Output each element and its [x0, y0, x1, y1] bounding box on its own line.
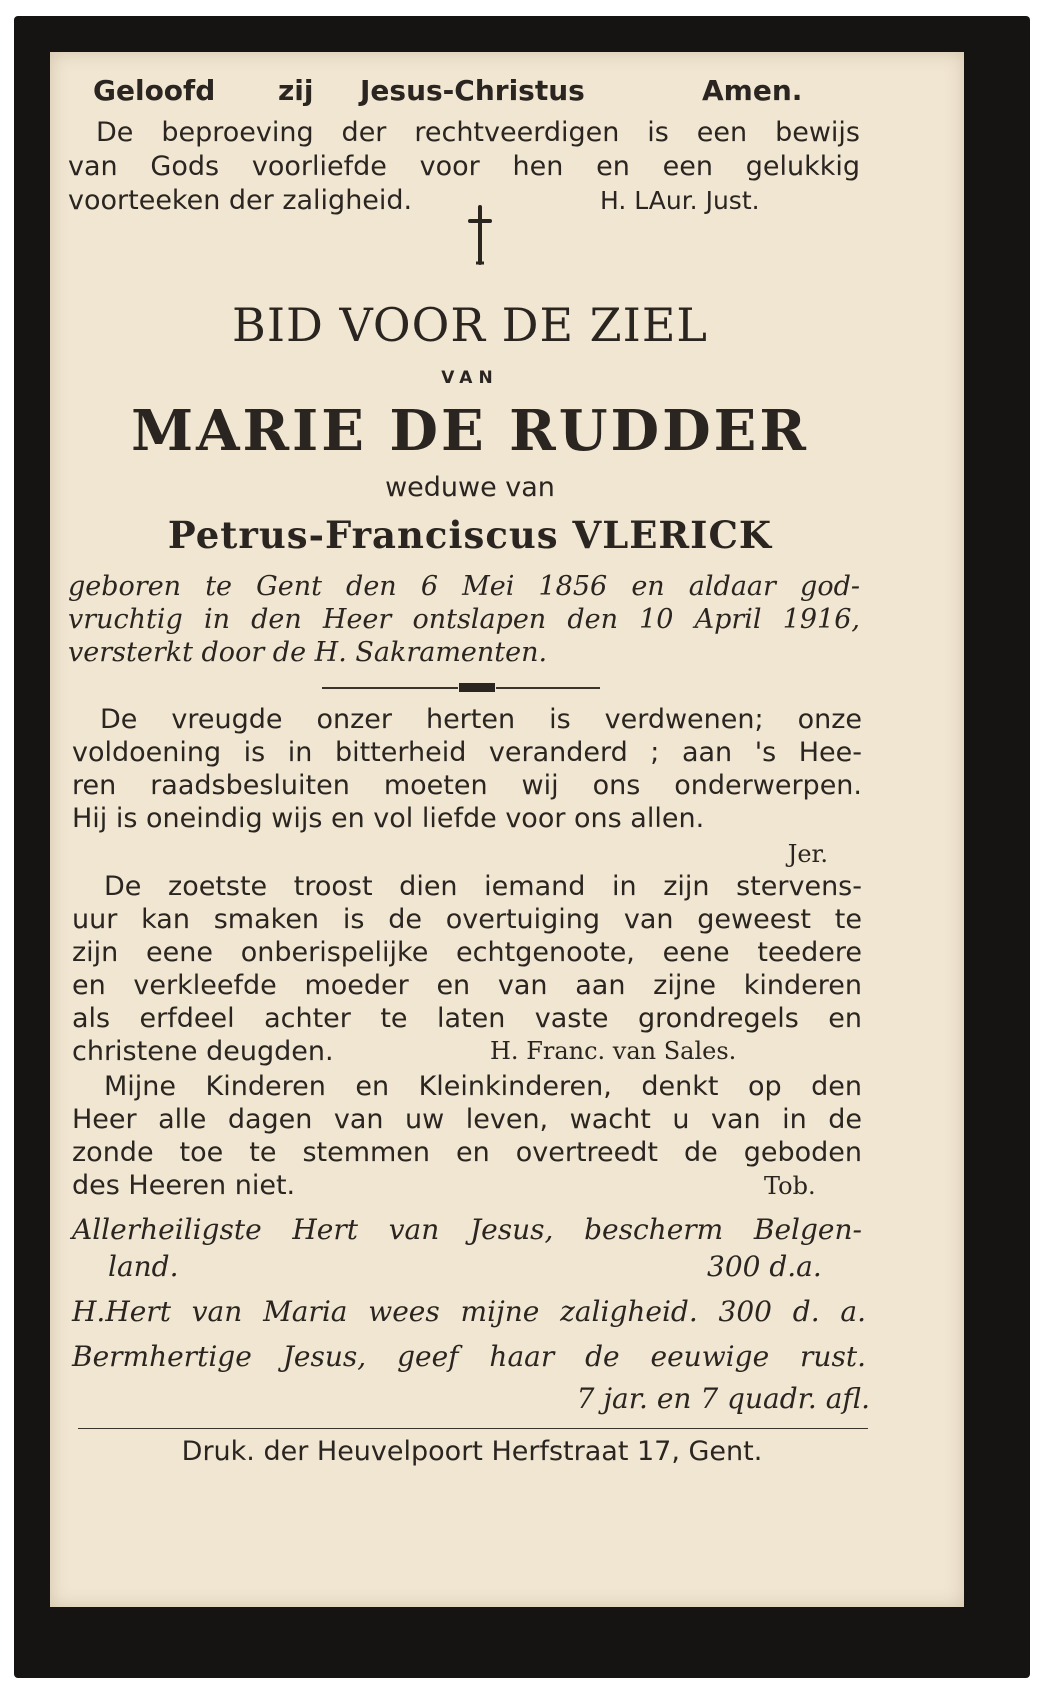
deceased-name: MARIE DE RUDDER [131, 398, 809, 464]
header-word-jesus-christus: Jesus-Christus [360, 74, 585, 107]
passage3-line: Heer alle dagen van uw leven, wacht u van in de [72, 1104, 862, 1135]
footer-divider [78, 1428, 868, 1429]
bio-line: geboren te Gent den 6 Mei 1856 en aldaar god- [68, 571, 860, 602]
passage1-line: voldoening is in bitterheid veranderd ; aan 's Hee- [72, 737, 862, 768]
header-quote-line: De beproeving der rechtveerdigen is een bewijs [96, 117, 860, 148]
ornament-line-left [322, 687, 458, 689]
prayer-heart-of-mary: H.Hert van Maria wees mijne zaligheid. 300 d. a. [72, 1295, 866, 1328]
passage2-line: zijn eene onberispelijke echtgenoote, eene teedere [72, 937, 862, 968]
van-label: VAN [441, 368, 499, 388]
passage3-line: Mijne Kinderen en Kleinkinderen, denkt op den [104, 1071, 862, 1102]
bio-line: versterkt door de H. Sakramenten. [68, 637, 548, 668]
passage3-line: des Heeren niet. [72, 1170, 296, 1201]
passage3-author: Tob. [764, 1172, 816, 1200]
passage1-author: Jer. [787, 840, 828, 868]
passage1-line: De vreugde onzer herten is verdwenen; onze [100, 704, 862, 735]
header-quote-line: van Gods voorliefde voor hen en een gelukkig [68, 151, 860, 182]
cross-icon [466, 205, 494, 267]
bio-line: vruchtig in den Heer ontslapen den 10 April 1916, [68, 604, 860, 635]
header-word-geloofd: Geloofd [93, 74, 216, 107]
prayer-sacred-heart-line1: Allerheiligste Hert van Jesus, bescherm Belgen- [72, 1213, 862, 1246]
header-word-amen: Amen. [702, 74, 803, 107]
header-quote-line: voorteeken der zaligheid. [68, 185, 413, 216]
header-word-zij: zij [278, 74, 314, 107]
passage1-line: Hij is oneindig wijs en vol liefde voor ons allen. [72, 803, 705, 834]
printer-credit: Druk. der Heuvelpoort Herfstraat 17, Gent. [181, 1436, 763, 1467]
prayer-sacred-heart-indulgence: 300 d.a. [707, 1250, 822, 1283]
pray-for-soul-heading: BID VOOR DE ZIEL [232, 298, 708, 352]
widow-of-label: weduwe van [385, 472, 555, 503]
ornament-line-right [496, 687, 600, 689]
passage2-line: De zoetste troost dien iemand in zijn stervens- [104, 871, 862, 902]
passage2-line: uur kan smaken is de overtuiging van geweest te [72, 904, 862, 935]
prayer-sacred-heart-line2: land. [108, 1250, 179, 1283]
header-quote-author: H. LAur. Just. [600, 186, 760, 215]
passage2-line: als erfdeel achter te laten vaste grondregels en [72, 1003, 862, 1034]
passage2-author: H. Franc. van Sales. [490, 1037, 737, 1065]
passage2-line: christene deugden. [72, 1036, 334, 1067]
prayer-merciful-jesus: Bermhertige Jesus, geef haar de eeuwige rust. [72, 1340, 866, 1373]
prayer-merciful-jesus-indulgence: 7 jar. en 7 quadr. afl. [576, 1382, 870, 1415]
passage2-line: en verkleefde moeder en van aan zijne kinderen [72, 970, 862, 1001]
passage1-line: ren raadsbesluiten moeten wij ons onderwerpen. [72, 770, 862, 801]
ornament-center [459, 683, 495, 692]
passage3-line: zonde toe te stemmen en overtreedt de geboden [72, 1137, 862, 1168]
husband-name: Petrus-Franciscus VLERICK [167, 513, 773, 557]
